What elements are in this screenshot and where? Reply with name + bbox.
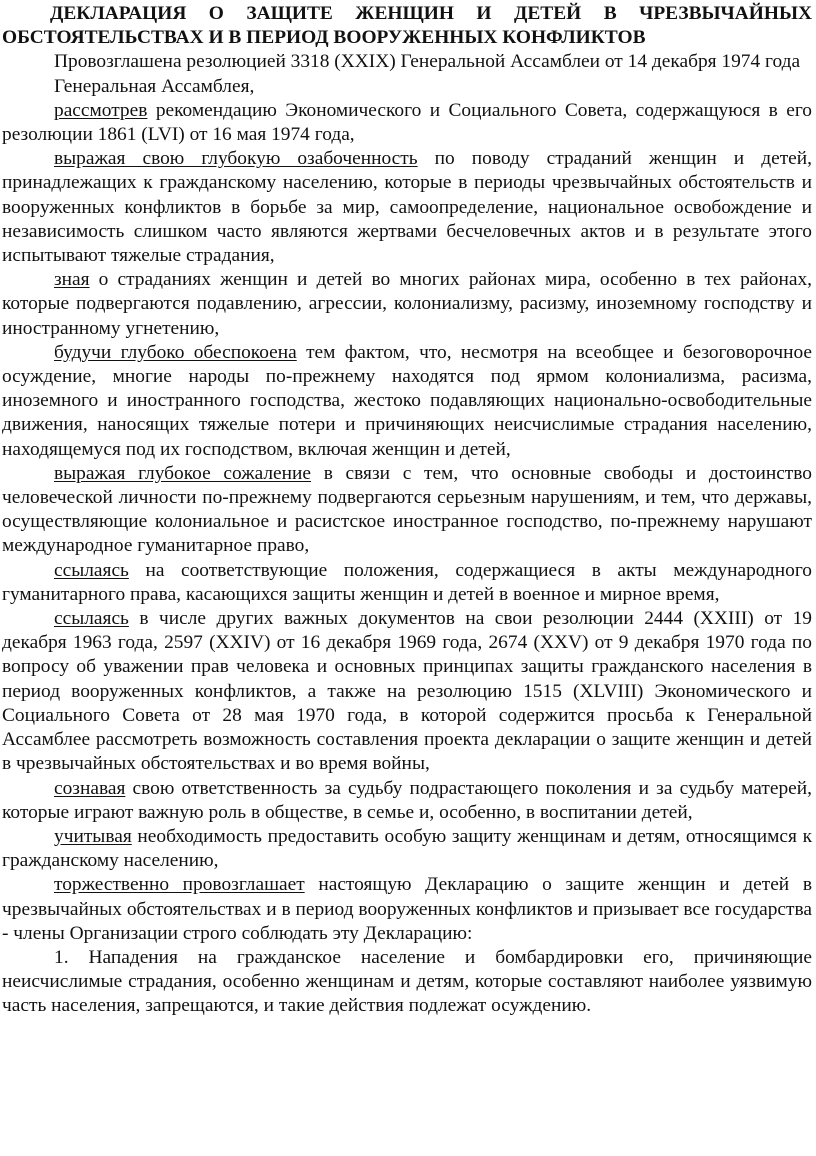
preamble-text: по поводу страданий женщин и детей, принадлежащих к гражданскому населению, которые в периоды чрезвычайных обстоятельств и вооруженных конфликтов в борьбе за мир, самоопределение, национальное освобождение и независимость слишком часто являются жертвами бесчеловечных актов и в результате этого испытывают тяжелые страдания, [2, 148, 812, 267]
preamble-keyword: сознавая [54, 777, 126, 799]
preamble-keyword: учитывая [54, 825, 132, 847]
article-1: 1. Нападения на гражданское население и бомбардировки его, причиняющие неисчислимые страдания, особенно женщинам и детям, которые составляют наиболее уязвимую часть населения, запрещаются, и такие действия подлежат осуждению. [2, 946, 812, 1017]
preamble-text: в связи с тем, что основные свободы и достоинство человеческой личности по-прежнему подвергаются серьезным нарушениям, и тем, что державы, осуществляющие колониальное и расистское иностранное господство, по-прежнему нарушают международное гуманитарное право, [2, 462, 812, 557]
preamble-text: рекомендацию Экономического и Социального Совета, содержащуюся в его резолюции 1861 (LVI) от 16 мая 1974 года, [2, 99, 812, 146]
preamble-text: о страданиях женщин и детей во многих районах мира, особенно в тех районах, которые подвергаются подавлению, агрессии, колониализму, расизму, иноземному господству и иностранному угнетению, [2, 269, 812, 339]
preamble-paragraph [2, 99, 812, 147]
preamble-paragraph [2, 825, 812, 873]
preamble-paragraph [2, 873, 812, 946]
preamble-paragraph [2, 462, 812, 559]
preamble-keyword: рассмотрев [54, 99, 148, 121]
preamble-text: в числе других важных документов на свои резолюции 2444 (XXIII) от 19 декабря 1963 года, 2597 (XXIV) от 16 декабря 1969 года, 2674 (XXV) от 9 декабря 1970 года по вопросу об уважении прав человека и основных принципах защиты гражданского населения в период вооруженных конфликтов, а также на резолюцию 1515 (XLVIII) Экономического и Социального Совета от 28 мая 1970 года, в которой содержится просьба к Генеральной Ассамблее рассмотреть возможность составления проекта декларации о защите женщин и детей в чрезвычайных обстоятельствах и во время войны, [2, 608, 812, 775]
preamble-keyword: выражая глубокое сожаление [54, 462, 312, 484]
preamble-text: необходимость предоставить особую защиту женщинам и детям, относящимся к гражданскому населению, [2, 825, 812, 872]
preamble-paragraph [2, 559, 812, 607]
title-line-1: ДЕКЛАРАЦИЯ О ЗАЩИТЕ ЖЕНЩИН И ДЕТЕЙ В ЧРЕЗВЫЧАЙНЫХ [50, 3, 812, 24]
preamble-text: тем фактом, что, несмотря на всеобщее и безоговорочное осуждение, многие народы по-прежнему находятся под ярмом колониализма, расизма, иноземного и иностранного господства, жестоко подавляющих национально-освободительные движения, наносящих тяжелые потери и причиняющих неисчислимые страдания населению, находящемуся под их господством, включая женщин и детей, [2, 341, 812, 460]
document-title [2, 2, 812, 50]
preamble-keyword: ссылаясь [54, 559, 129, 581]
preamble-keyword: выражая свою глубокую озабоченность [54, 148, 418, 170]
preamble-text: свою ответственность за судьбу подрастающего поколения и за судьбу матерей, которые играют важную роль в обществе, в семье и, особенно, в воспитании детей, [2, 777, 812, 823]
preamble-keyword: будучи глубоко обеспокоена [54, 341, 297, 363]
preamble-keyword: ссылаясь [54, 608, 129, 630]
preamble-keyword: торжественно провозглашает [54, 874, 305, 896]
preamble-paragraph [2, 341, 812, 462]
preamble-paragraph [2, 607, 812, 776]
preamble-text: на соответствующие положения, содержащиеся в акты международного гуманитарного права, касающихся защиты женщин и детей в военное и мирное время, [2, 559, 812, 605]
document-page [0, 2, 816, 1156]
proclamation-note: Провозглашена резолюцией 3318 (XXIX) Генеральной Ассамблеи от 14 декабря 1974 года [54, 51, 801, 73]
assembly-heading: Генеральная Ассамблея, [54, 75, 255, 97]
preamble-paragraph [2, 268, 812, 341]
title-line-2: ОБСТОЯТЕЛЬСТВАХ И В ПЕРИОД ВООРУЖЕННЫХ КОНФЛИКТОВ [2, 27, 646, 49]
preamble-text: настоящую Декларацию о защите женщин и детей в чрезвычайных обстоятельствах и в период вооруженных конфликтов и призывает все государства - члены Организации строго соблюдать эту Декларацию: [2, 874, 812, 944]
preamble-keyword: зная [54, 269, 90, 291]
preamble-paragraph [2, 147, 812, 268]
preamble-paragraph [2, 777, 812, 825]
